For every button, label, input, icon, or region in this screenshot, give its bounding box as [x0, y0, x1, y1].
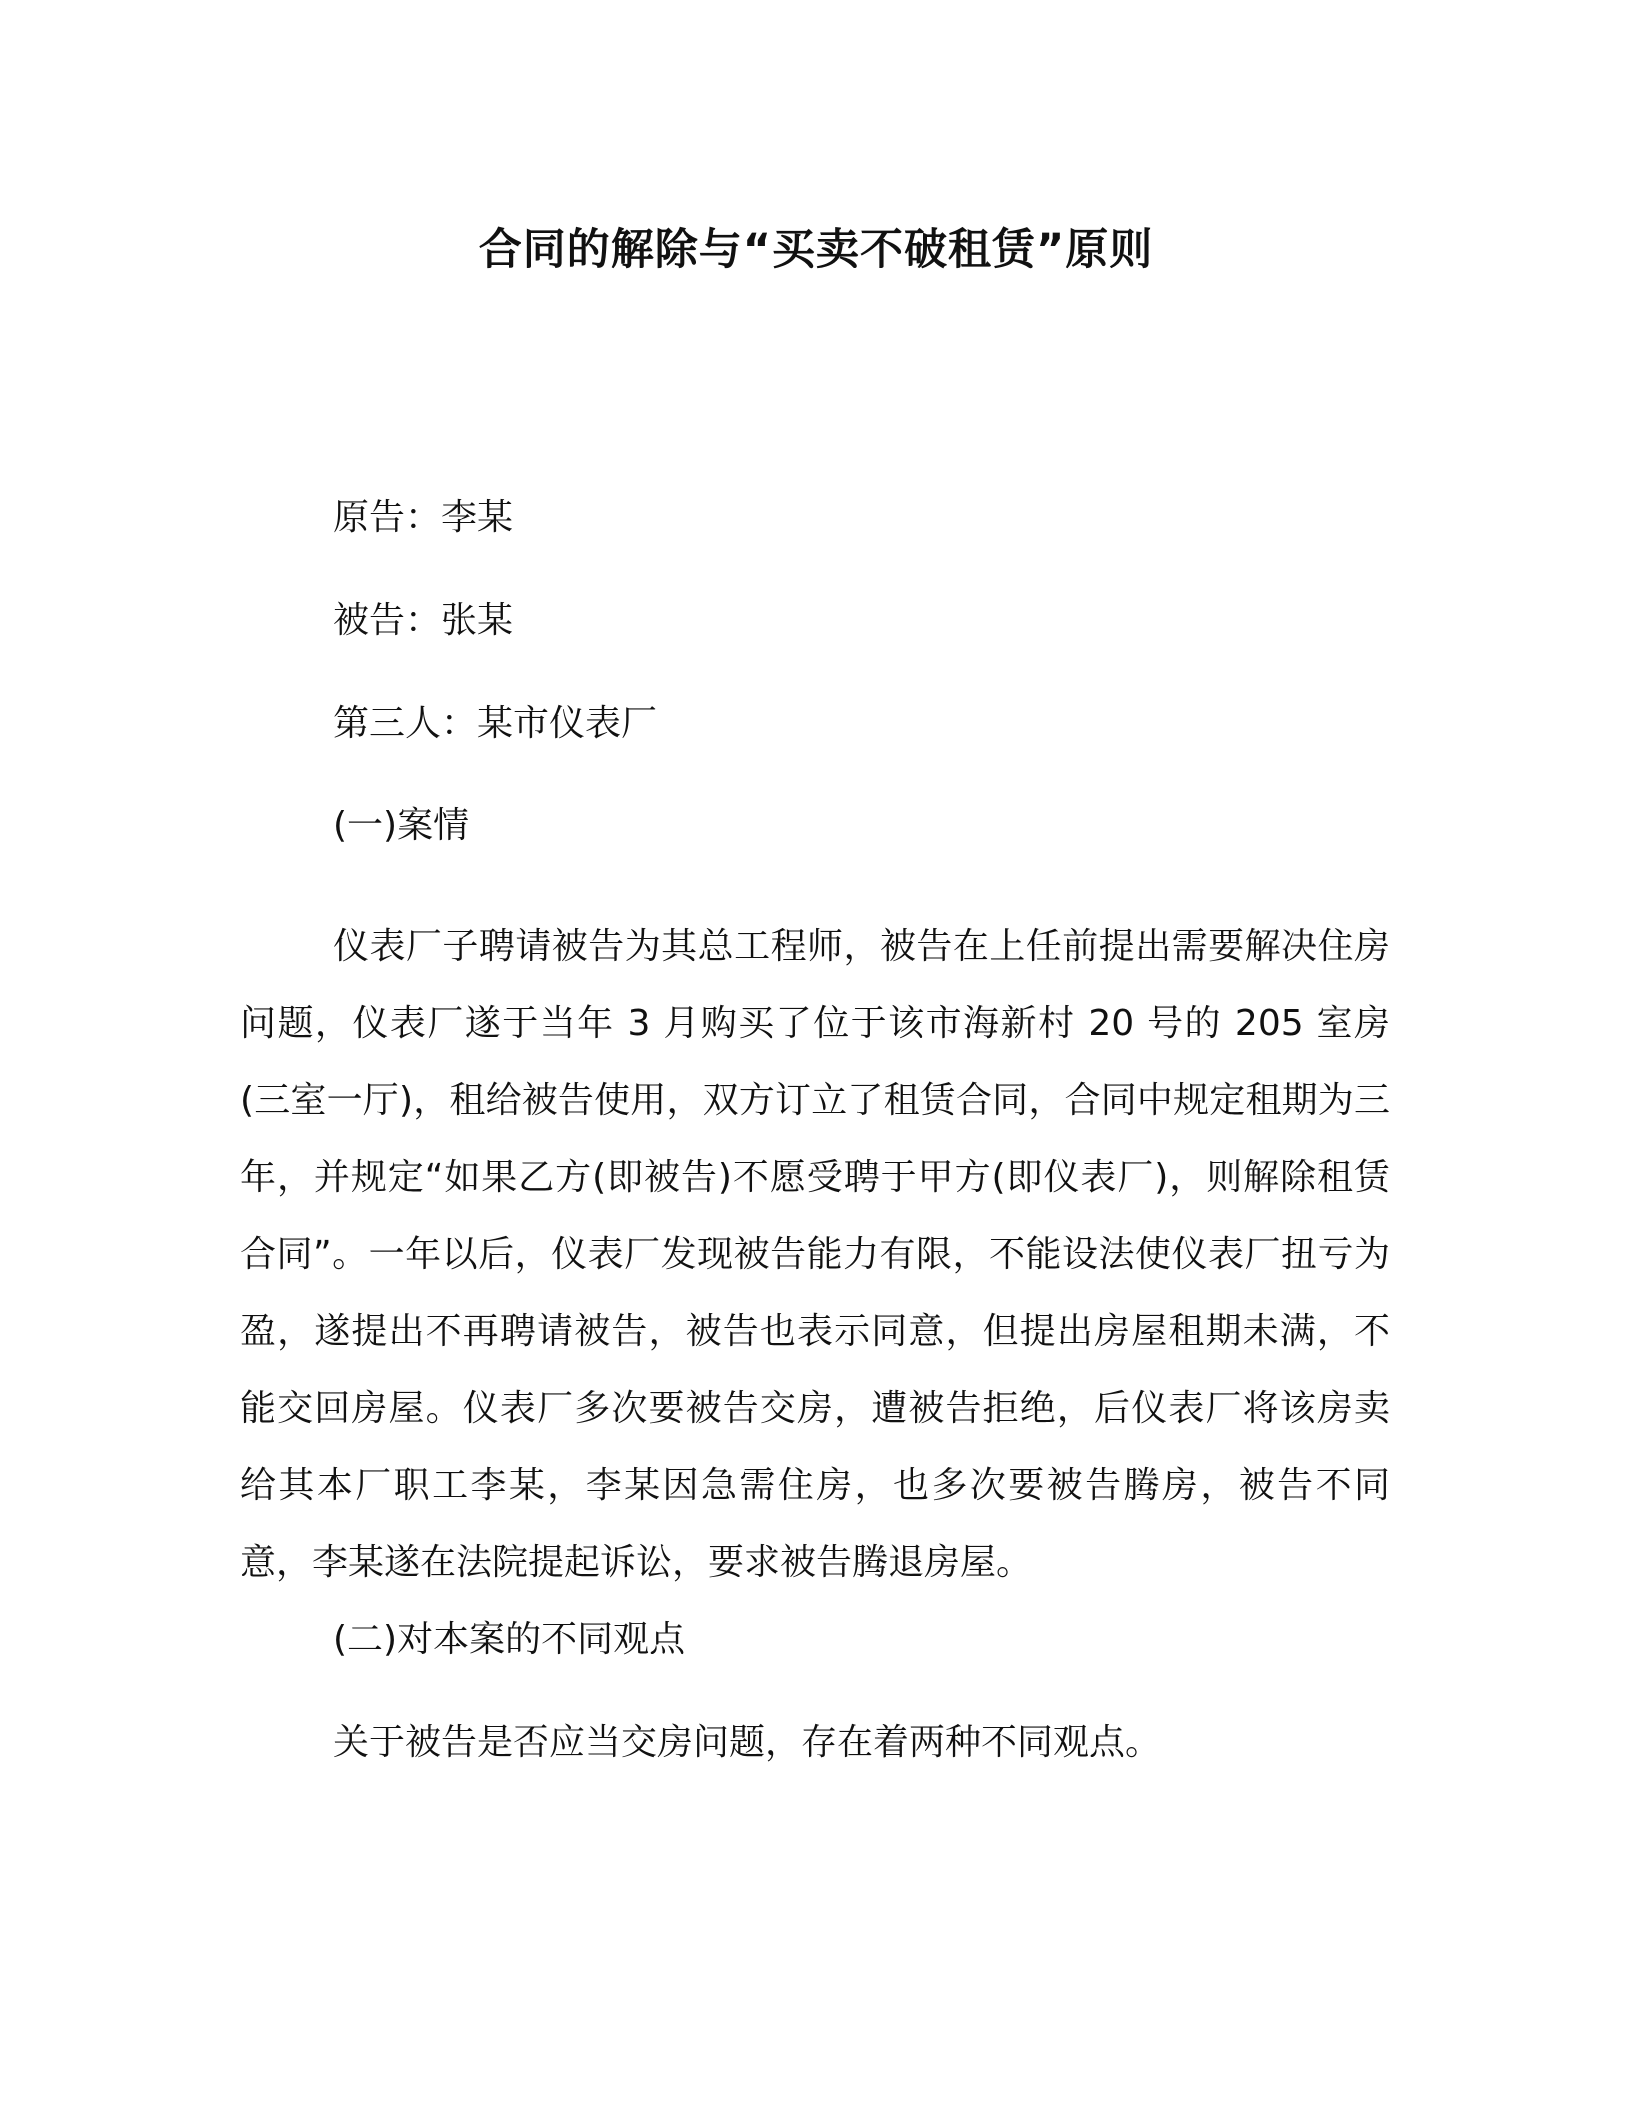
section-one-heading: (一)案情 [333, 805, 470, 846]
case-facts-paragraph: 仪表厂子聘请被告为其总工程师，被告在上任前提出需要解决住房问题，仪表厂遂于当年 3 月购买了位于该市海新村 20 号的 205 室房(三室一厅)，租给被告使用，双方订立了租赁合同，合同中规定租期为三年，并规定“如果乙方(即被告)不愿受聘于甲方(即仪表厂)，则解除租赁合同”。一年以后，仪表厂发现被告能力有限，不能设法使仪表厂扭亏为盈，遂提出不再聘请被告，被告也表示同意，但提出房屋租期未满，不能交回房屋。仪表厂多次要被告交房，遭被告拒绝，后仪表厂将该房卖给其本厂职工李某，李某因急需住房，也多次要被告腾房，被告不同意，李某遂在法院提起诉讼，要求被告腾退房屋。 [240, 926, 1390, 1583]
defendant-line: 被告：张某 [333, 600, 514, 641]
document-title: 合同的解除与“买卖不破租赁”原则 [478, 225, 1154, 275]
opinions-intro-paragraph: 关于被告是否应当交房问题，存在着两种不同观点。 [333, 1722, 1162, 1763]
third-party-line: 第三人：某市仪表厂 [333, 703, 658, 744]
plaintiff-line: 原告：李某 [333, 497, 514, 538]
section-two-heading: (二)对本案的不同观点 [333, 1619, 686, 1660]
